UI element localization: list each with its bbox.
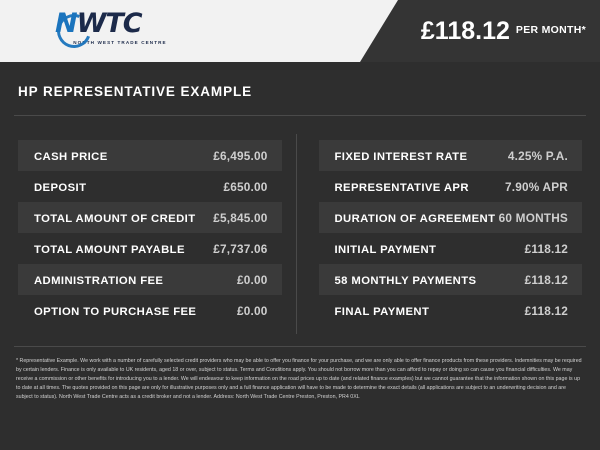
row-label: OPTION TO PURCHASE FEE: [34, 305, 197, 318]
table-row: [18, 233, 282, 264]
page-title: HP REPRESENTATIVE EXAMPLE: [18, 84, 253, 99]
row-value: £650.00: [223, 179, 268, 194]
right-panel: [297, 130, 587, 340]
row-value: £7,737.06: [213, 241, 268, 256]
table-row: [18, 264, 282, 295]
monthly-price-suffix: PER MONTH*: [515, 24, 586, 36]
row-value: £118.12: [524, 272, 568, 287]
table-row: [319, 295, 583, 326]
page-header: [0, 0, 600, 62]
row-label: CASH PRICE: [34, 150, 108, 163]
row-label: REPRESENTATIVE APR: [334, 181, 469, 194]
monthly-price: [421, 0, 586, 62]
row-label: TOTAL AMOUNT PAYABLE: [34, 243, 185, 256]
row-value: 60 MONTHS: [498, 210, 568, 225]
legal-footnote: * Representative Example. We work with a number of carefully selected credit providers who may be able to offer you finance for your purchase, and we are only able to offer finance products from these providers. Indemnities may be required by certain lenders. Finance is only available to UK residents, aged 18 or over, subject to status. Terms and Conditions apply. You should not borrow more than you can afford to repay or doing so can cause you financial difficulties. We may receive a commission or other benefits for introducing you to a lender. We will endeavour to keep information on the road prices up to date (and related finance examples) but we cannot guarantee that the information shown on this page is up to date at all times. The quotes provided on this page are only for illustrative purposes only and a full finance application will have to be made to determine the exact details (all applications are subject to an underwriting decision and are subject to status). North West Trade Centre acts as a credit broker and not a lender. Address: North West Trade Centre Preston, Preston, PR4 0XL: [16, 358, 582, 400]
row-value: £118.12: [524, 303, 568, 318]
monthly-price-amount: £118.12: [420, 16, 510, 45]
row-value: £0.00: [236, 272, 268, 287]
row-value: £5,845.00: [213, 210, 268, 225]
table-row: [319, 140, 583, 171]
row-value: 7.90% APR: [505, 179, 568, 194]
row-label: FIXED INTEREST RATE: [334, 150, 468, 163]
row-label: FINAL PAYMENT: [334, 305, 430, 318]
row-label: 58 MONTHLY PAYMENTS: [334, 274, 477, 287]
row-label: DURATION OF AGREEMENT: [334, 212, 496, 225]
left-panel: [14, 130, 296, 340]
table-row: [18, 295, 282, 326]
table-row: [18, 202, 282, 233]
table-row: [18, 140, 282, 171]
logo-brand-text: NWTC: [55, 8, 142, 39]
nwtc-logo: [55, 9, 175, 55]
row-value: £0.00: [236, 303, 268, 318]
table-row: [319, 202, 583, 233]
row-label: TOTAL AMOUNT OF CREDIT: [34, 212, 196, 225]
row-label: ADMINISTRATION FEE: [34, 274, 164, 287]
row-label: DEPOSIT: [34, 181, 87, 194]
row-value: £6,495.00: [213, 148, 268, 163]
example-panels: [0, 116, 600, 340]
logo-brand-subtitle: NORTH WEST TRADE CENTRE: [73, 40, 167, 45]
row-value: 4.25% P.A.: [507, 148, 568, 163]
table-row: [319, 233, 583, 264]
row-value: £118.12: [524, 241, 568, 256]
row-label: INITIAL PAYMENT: [334, 243, 437, 256]
table-row: [18, 171, 282, 202]
table-row: [319, 171, 583, 202]
table-row: [319, 264, 583, 295]
